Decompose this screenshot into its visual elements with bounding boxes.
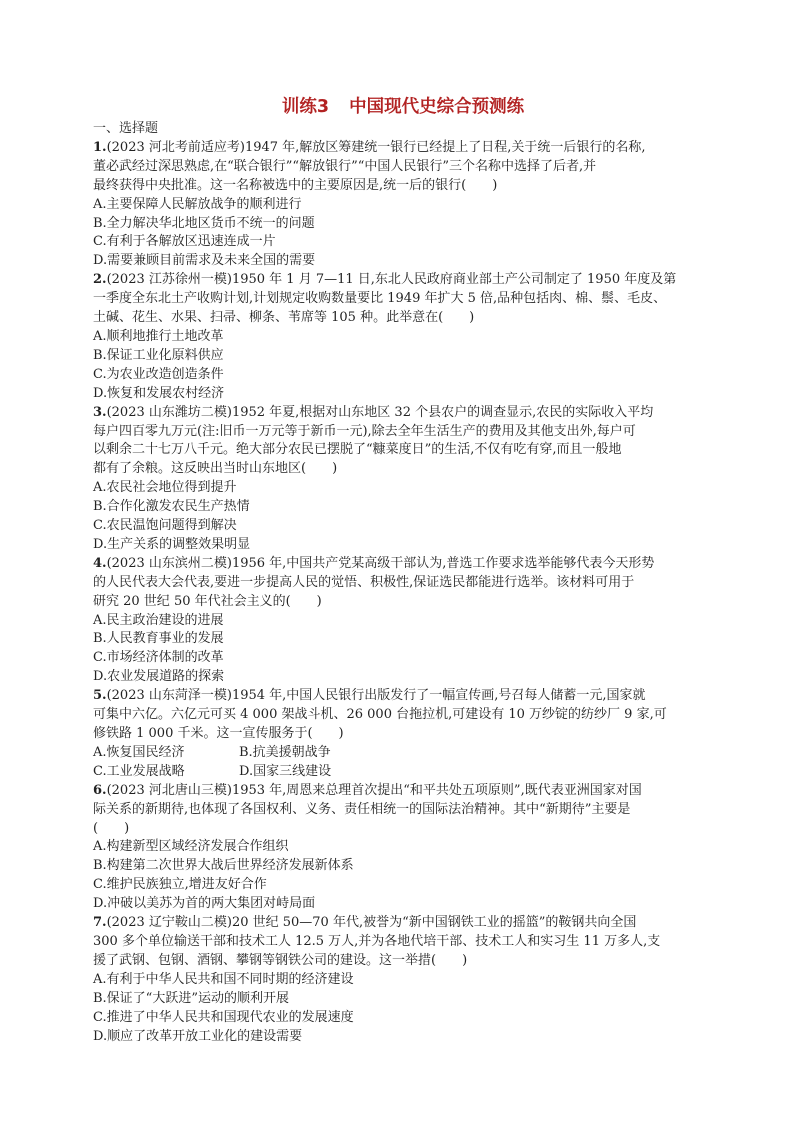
- question-number: 3.: [93, 404, 107, 420]
- answer-option: A.恢复国民经济: [93, 744, 185, 760]
- answer-option: C.维护民族独立,增进友好合作: [93, 877, 267, 893]
- question-stem-line: [93, 574, 713, 593]
- question-stem-text: 援了武钢、包钢、酒钢、攀钢等钢铁公司的建设。这一举措( ): [93, 952, 468, 968]
- question-item: [93, 139, 713, 271]
- question-stem-line: [93, 706, 713, 725]
- document-page: [93, 96, 713, 1046]
- answer-option: C.为农业改造创造条件: [93, 366, 224, 382]
- question-stem-line: [93, 423, 713, 442]
- question-number: 4.: [93, 555, 107, 571]
- question-stem-line: [93, 687, 713, 706]
- question-stem-line: [93, 914, 713, 933]
- question-stem-line: [93, 139, 713, 158]
- question-stem-text: 董必武经过深思熟虑,在“联合银行”“解放银行”“中国人民银行”三个名称中选择了后者,并: [93, 158, 597, 174]
- answer-option: A.有利于中华人民共和国不同时期的经济建设: [93, 971, 354, 987]
- answer-option: A.顺利地推行土地改革: [93, 328, 224, 344]
- title-part2: 中国现代史综合预测练: [349, 97, 525, 117]
- question-stem-text: 以剩余二十七万八千元。绝大部分农民已摆脱了“糠菜度日”的生活,不仅有吃有穿,而且一般地: [93, 442, 622, 458]
- answer-option: A.构建新型区域经济发展合作组织: [93, 839, 289, 855]
- answer-option: D.生产关系的调整效果明显: [93, 536, 251, 552]
- question-stem-line: [93, 593, 713, 612]
- question-stem-text: (2023 河北考前适应考)1947 年,解放区筹建统一银行已经提上了日程,关于统一后银行的名称,: [106, 139, 646, 155]
- question-stem-text: (2023 辽宁鞍山二模)20 世纪 50—70 年代,被誉为“新中国钢铁工业的摇篮”的鞍钢共向全国: [106, 915, 637, 931]
- question-number: 2.: [93, 272, 107, 288]
- question-item: [93, 271, 713, 403]
- question-stem-line: [93, 177, 713, 196]
- answer-option: B.保证工业化原料供应: [93, 347, 224, 363]
- answer-option: D.农业发展道路的探索: [93, 669, 225, 685]
- answer-option: D.顺应了改革开放工业化的建设需要: [93, 1028, 303, 1044]
- answer-option: B.构建第二次世界大战后世界经济发展新体系: [93, 858, 354, 874]
- answer-option: A.民主政治建设的进展: [93, 612, 224, 628]
- question-stem-text: (2023 江苏徐州一模)1950 年 1 月 7—11 日,东北人民政府商业部土产公司制定了 1950 年度及第: [106, 272, 677, 288]
- answer-option: B.合作化激发农民生产热情: [93, 499, 250, 515]
- question-stem-line: [93, 290, 713, 309]
- answer-option: C.工业发展战略: [93, 763, 185, 779]
- answer-option: D.国家三线建设: [239, 763, 332, 779]
- answer-option: C.有利于各解放区迅速连成一片: [93, 234, 276, 250]
- page-title: [93, 96, 713, 118]
- question-stem-text: (2023 山东潍坊二模)1952 年夏,根据对山东地区 32 个县农户的调查显示,农民的实际收入平均: [106, 404, 654, 420]
- question-number: 1.: [93, 139, 107, 155]
- question-stem-text: ( ): [93, 820, 130, 836]
- question-stem-line: [93, 801, 713, 820]
- question-stem-line: [93, 555, 713, 574]
- answer-option-row: [93, 744, 713, 763]
- question-stem-line: [93, 933, 713, 952]
- answer-option: D.需要兼顾目前需求及未来全国的需要: [93, 253, 316, 269]
- question-stem-line: [93, 441, 713, 460]
- answer-option: B.人民教育事业的发展: [93, 631, 224, 647]
- question-stem-line: [93, 782, 713, 801]
- question-stem-text: (2023 山东滨州二模)1956 年,中国共产党某高级干部认为,普选工作要求选举能够代表今天形势: [106, 555, 655, 571]
- question-stem-text: (2023 河北唐山三模)1953 年,周恩来总理首次提出“和平共处五项原则”,既代表亚洲国家对国: [106, 782, 642, 798]
- question-number: 6.: [93, 782, 107, 798]
- answer-option: C.农民温饱问题得到解决: [93, 518, 237, 534]
- question-stem-text: 一季度全东北土产收购计划,计划规定收购数量要比 1949 年扩大 5 倍,品种包括肉、棉、鬃、毛皮、: [93, 291, 667, 307]
- question-stem-text: (2023 山东菏泽一模)1954 年,中国人民银行出版发行了一幅宣传画,号召每人储蓄一元,国家就: [106, 688, 646, 704]
- question-stem-text: 的人民代表大会代表,要进一步提高人民的觉悟、积极性,保证选民都能进行选举。该材料可用于: [93, 574, 635, 590]
- question-stem-text: 每户四百零九万元(注:旧币一万元等于新币一元),除去全年生活生产的费用及其他支出外,每户可: [93, 423, 636, 439]
- question-stem-line: [93, 404, 713, 423]
- question-stem-text: 土碱、花生、水果、扫帚、柳条、苇席等 105 种。此举意在( ): [93, 310, 475, 326]
- question-stem-line: [93, 460, 713, 479]
- answer-option: C.市场经济体制的改革: [93, 650, 224, 666]
- answer-option-row: [93, 763, 713, 782]
- question-stem-text: 可集中六亿。六亿元可买 4 000 架战斗机、26 000 台拖拉机,可建设有 10 万纱锭的纺纱厂 9 家,可: [93, 707, 667, 723]
- question-list: [93, 139, 713, 1047]
- answer-option: B.抗美援朝战争: [239, 744, 331, 760]
- question-stem-line: [93, 309, 713, 328]
- answer-option: B.保证了“大跃进”运动的顺利开展: [93, 990, 289, 1006]
- answer-option: D.恢复和发展农村经济: [93, 385, 225, 401]
- question-stem-text: 研究 20 世纪 50 年代社会主义的( ): [93, 593, 322, 609]
- question-number: 5.: [93, 688, 107, 704]
- question-item: [93, 687, 713, 782]
- question-item: [93, 404, 713, 555]
- answer-option: A.农民社会地位得到提升: [93, 480, 237, 496]
- question-stem-line: [93, 952, 713, 971]
- answer-option: A.主要保障人民解放战争的顺利进行: [93, 196, 302, 212]
- question-stem-line: [93, 725, 713, 744]
- answer-option: B.全力解决华北地区货币不统一的问题: [93, 215, 315, 231]
- question-number: 7.: [93, 915, 107, 931]
- question-stem-line: [93, 271, 713, 290]
- answer-option: D.冲破以美苏为首的两大集团对峙局面: [93, 896, 316, 912]
- question-item: [93, 782, 713, 914]
- question-stem-text: 最终获得中央批准。这一名称被选中的主要原因是,统一后的银行( ): [93, 177, 498, 193]
- question-stem-line: [93, 820, 713, 839]
- question-item: [93, 555, 713, 687]
- question-stem-text: 际关系的新期待,也体现了各国权利、义务、责任相统一的国际法治精神。其中“新期待”主要是: [93, 801, 631, 817]
- question-item: [93, 914, 713, 1046]
- question-stem-line: [93, 158, 713, 177]
- answer-option: C.推进了中华人民共和国现代农业的发展速度: [93, 1009, 354, 1025]
- question-stem-text: 修铁路 1 000 千米。这一宣传服务于( ): [93, 726, 344, 741]
- section-heading: 一、选择题: [93, 121, 159, 136]
- question-stem-text: 300 多个单位输送干部和技术工人 12.5 万人,并为各地代培干部、技术工人和实习生 11 万多人,支: [93, 933, 661, 949]
- title-part1: 训练3: [281, 97, 330, 117]
- question-stem-text: 都有了余粮。这反映出当时山东地区( ): [93, 461, 338, 477]
